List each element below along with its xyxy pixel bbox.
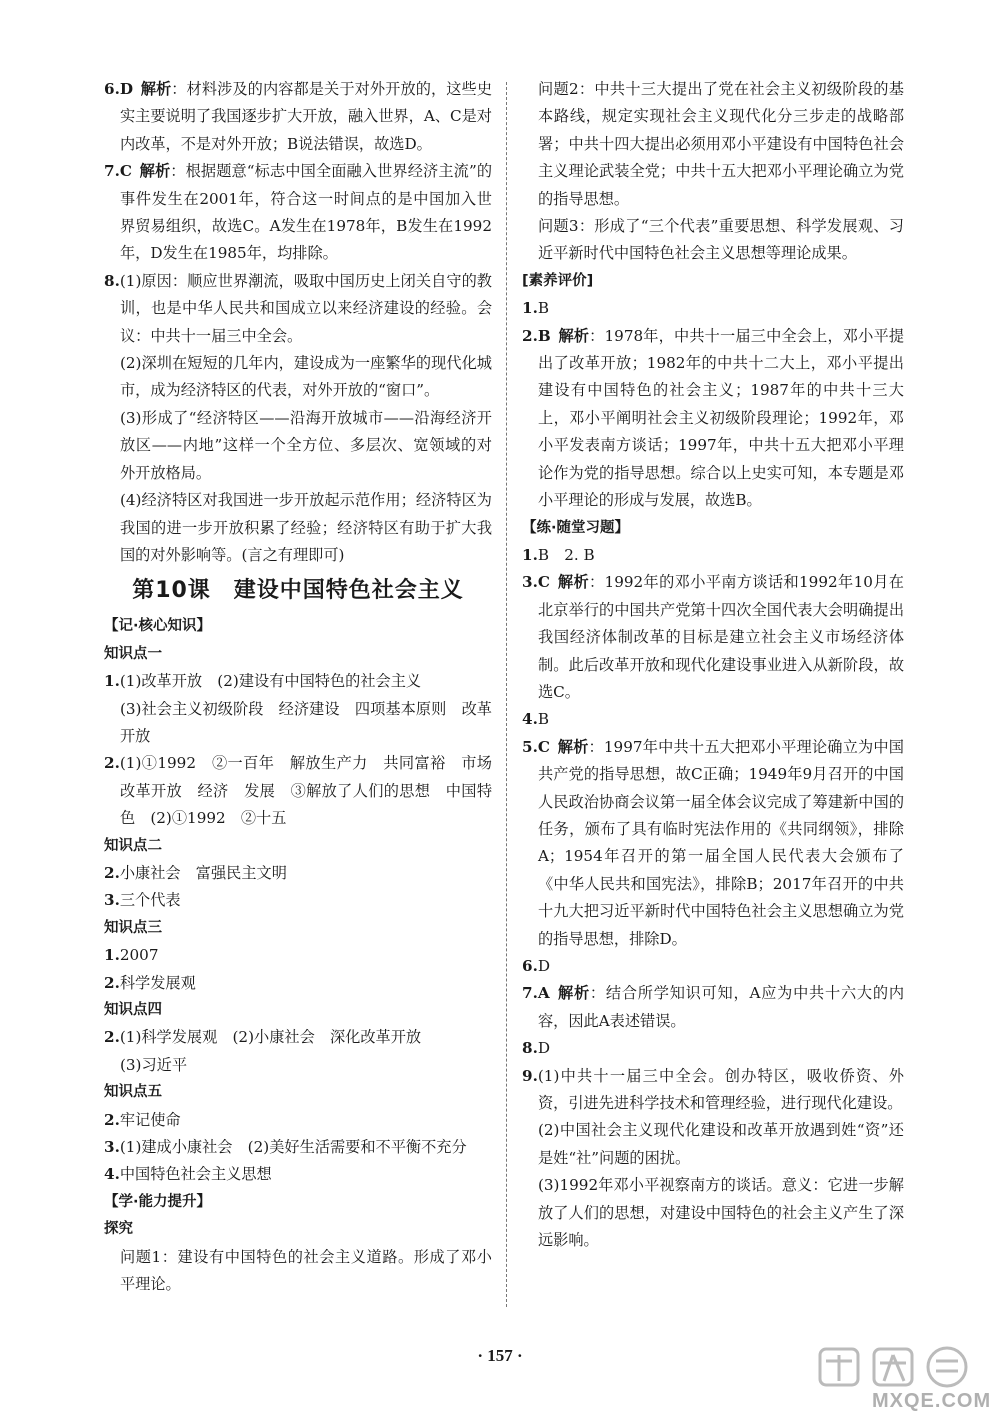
answer-number: 5.C xyxy=(522,737,550,756)
answer-number: 2. xyxy=(104,1110,120,1129)
answer-continuation: 问题3：形成了“三个代表”重要思想、科学发展观、习近平新时代中国特色社会主义思想等理论成果。 xyxy=(537,217,904,263)
analysis-label: 解析 xyxy=(557,737,589,756)
answer-continuation: (2)中国社会主义现代化建设和改革开放遇到姓“资”还是姓“社”问题的困扰。 xyxy=(537,1121,904,1167)
answer-continuation: (2)深圳在短短的几年内，建设成为一座繁华的现代化城市，成为经济特区的代表，对外开放的“窗口”。 xyxy=(119,354,492,400)
answer-number: 1. xyxy=(104,672,120,691)
answer-number: 3. xyxy=(104,1138,120,1157)
answer-text: 2007 xyxy=(119,946,159,965)
answer-number: 2. xyxy=(104,973,120,992)
answer-number: 9. xyxy=(522,1066,538,1085)
watermark-text: MXQE.COM xyxy=(872,1390,992,1412)
answer-number: 8. xyxy=(522,1039,538,1058)
answer-number: 2. xyxy=(104,754,120,773)
answer-item xyxy=(104,750,508,832)
answer-text: (1)①1992 ②一百年 解放生产力 共同富裕 市场 改革开放 经济 发展 ③解放了人们的思想 中国特色 (2)①1992 ②十五 xyxy=(119,754,508,828)
answer-item xyxy=(522,323,904,515)
answer-continuation: (3)1992年邓小平视察南方的谈话。意义：它进一步解放了人们的思想，对建设中国特色的社会主义产生了深远影响。 xyxy=(537,1176,904,1250)
column-divider xyxy=(506,82,507,1307)
answer-continuation: 问题2：中共十三大提出了党在社会主义初级阶段的基本路线，规定实现社会主义现代化分三步走的战略部署；中共十四大提出必须用邓小平建设有中国特色社会主义理论武装全党；中共十五大把邓小平理论确立为党的指导思想。 xyxy=(537,80,904,208)
answer-item xyxy=(522,1035,904,1062)
section-heading: 【练·随堂习题】 xyxy=(522,519,630,536)
answer-item xyxy=(104,668,492,695)
knowledge-point-heading: 知识点二 xyxy=(104,837,162,854)
answer-item xyxy=(104,860,492,887)
answer-text: D xyxy=(537,957,551,975)
answer-text: ：材料涉及的内容都是关于对外开放的，这些史实主要说明了我国逐步扩大开放，融入世界，A、C是对内改革，不是对外开放；B说法错误，故选D。 xyxy=(119,80,493,153)
page-number: · 157 · xyxy=(477,1346,523,1365)
analysis-label: 解析 xyxy=(140,80,172,98)
analysis-label: 解析 xyxy=(557,984,590,1003)
answer-continuation: 问题1：建设有中国特色的社会主义道路。形成了邓小平理论。 xyxy=(119,1247,492,1294)
answer-text: ：结合所学知识可知，A应为中共十六大的内容，因此A表述错误。 xyxy=(537,984,905,1030)
answer-text: ：1992年的邓小平南方谈话和1992年10月在北京举行的中国共产党第十四次全国代表大会明确提出我国经济体制改革的目标是建立社会主义市场经济体制。此后改革开放和现代化建设事业进入从新阶段，故选C。 xyxy=(537,573,904,701)
section-heading: [素养评价] xyxy=(522,272,594,289)
answer-number: 3.C xyxy=(522,573,550,592)
watermark-logo xyxy=(812,1341,992,1413)
knowledge-point-heading: 探究 xyxy=(104,1221,133,1238)
answer-text: ：根据题意“标志中国全面融入世界经济主流”的事件发生在2001年，符合这一时间点的是中国加入世界贸易组织，故选C。A发生在1978年，B发生在1992年，D发生在1985年，均排除。 xyxy=(119,162,493,263)
answer-number: 6.D xyxy=(104,80,134,98)
answer-text: 小康社会 富强民主文明 xyxy=(119,863,287,882)
answer-number: 2.B xyxy=(522,326,551,345)
answer-item xyxy=(522,706,904,733)
answer-number: 1. xyxy=(522,299,538,318)
answer-text: 科学发展观 xyxy=(119,973,196,992)
answer-item xyxy=(522,1063,904,1118)
analysis-label: 解析 xyxy=(557,573,589,592)
lesson-title: 第10课 建设中国特色社会主义 xyxy=(132,578,464,604)
answer-number: 7.A xyxy=(522,984,550,1003)
watermark-logo-icon xyxy=(812,1341,982,1391)
answer-item xyxy=(104,1134,492,1161)
answer-continuation: (4)经济特区对我国进一步开放起示范作用；经济特区为我国的进一步开放积累了经验；经济特区有助于扩大我国的对外影响等。(言之有理即可) xyxy=(119,491,492,564)
answer-item xyxy=(104,158,492,268)
answer-text: (1)改革开放 (2)建设有中国特色的社会主义 xyxy=(119,672,422,691)
answer-text: D xyxy=(537,1039,551,1058)
answer-number: 6. xyxy=(522,957,538,975)
answer-number: 2. xyxy=(104,1028,120,1047)
answer-number: 1. xyxy=(104,946,120,965)
knowledge-point-heading: 知识点五 xyxy=(104,1084,162,1101)
answer-number: 1. xyxy=(522,545,538,564)
answer-item xyxy=(522,734,904,953)
answer-text: B 2. B xyxy=(537,545,595,564)
answer-item xyxy=(104,268,492,350)
answer-number: 7.C xyxy=(104,162,132,181)
right-column xyxy=(522,76,904,1254)
answer-item xyxy=(522,542,904,569)
answer-text: B xyxy=(537,710,550,729)
answer-text: ：1997年中共十五大把邓小平理论确立为中国共产党的指导思想，故C正确；1949年9月召开的中国人民政治协商会议第一届全体会议完成了筹建新中国的任务，颁布了具有临时宪法作用的《共同纲领》，排除A；1954年召开的第一届全国人民代表大会颁布了《中华人民共和国宪法》，排除B；2017年召开的中共十九大把习近平新时代中国特色社会主义思想确立为党的指导思想，排除D。 xyxy=(537,737,904,948)
answer-number: 3. xyxy=(104,891,120,910)
section-heading: 【学·能力提升】 xyxy=(104,1193,212,1210)
answer-number: 4. xyxy=(522,710,538,729)
answer-item xyxy=(522,295,904,322)
analysis-label: 解析 xyxy=(139,162,171,181)
answer-item xyxy=(104,887,492,914)
answer-number: 4. xyxy=(104,1165,120,1184)
answer-item xyxy=(522,569,904,706)
answer-text: B xyxy=(537,299,550,318)
answer-continuation: (3)形成了“经济特区——沿海开放城市——沿海经济开放区——内地”这样一个全方位、多层次、宽领域的对外开放格局。 xyxy=(119,408,492,482)
answer-item xyxy=(104,942,492,969)
answer-text: 中国特色社会主义思想 xyxy=(119,1165,272,1184)
answer-text: ：1978年，中共十一届三中全会上，邓小平提出了改革开放；1982年的中共十二大上，邓小平提出建设有中国特色的社会主义；1987年的中共十三大上，邓小平阐明社会主义初级阶段理论；1992年，邓小平发表南方谈话；1997年，中共十五大把邓小平理论作为党的指导思想。综合以上史实可知，本专题是邓小平理论的形成与发展，故选B。 xyxy=(537,326,905,510)
knowledge-point-heading: 知识点四 xyxy=(104,1002,162,1018)
knowledge-point-heading: 知识点三 xyxy=(104,919,162,936)
answer-continuation: (3)社会主义初级阶段 经济建设 四项基本原则 改革开放 xyxy=(119,699,492,745)
answer-text: 三个代表 xyxy=(119,891,181,910)
answer-item xyxy=(104,1024,492,1051)
answer-continuation: (3)习近平 xyxy=(119,1055,188,1074)
answer-text: (1)原因：顺应世界潮流，吸取中国历史上闭关自守的教训，也是中华人民共和国成立以来经济建设的经验。会议：中共十一届三中全会。 xyxy=(119,271,492,345)
answer-item xyxy=(104,76,492,158)
left-column xyxy=(104,76,508,1298)
answer-item xyxy=(522,980,904,1035)
answer-item xyxy=(104,1107,492,1134)
answer-number: 8. xyxy=(104,271,120,290)
answer-text: (1)建成小康社会 (2)美好生活需要和不平衡不充分 xyxy=(119,1138,467,1157)
answer-text: 牢记使命 xyxy=(119,1110,181,1129)
answer-item xyxy=(104,970,492,997)
section-heading: 【记·核心知识】 xyxy=(104,618,212,635)
answer-text: (1)中共十一届三中全会。创办特区，吸收侨资、外资，引进先进科学技术和管理经验，进行现代化建设。 xyxy=(537,1066,904,1113)
answer-item xyxy=(522,953,904,980)
answer-text: (1)科学发展观 (2)小康社会 深化改革开放 xyxy=(119,1028,422,1047)
answer-number: 2. xyxy=(104,863,120,882)
answer-item xyxy=(104,1161,492,1188)
analysis-label: 解析 xyxy=(558,326,590,345)
knowledge-point-heading: 知识点一 xyxy=(104,645,162,662)
